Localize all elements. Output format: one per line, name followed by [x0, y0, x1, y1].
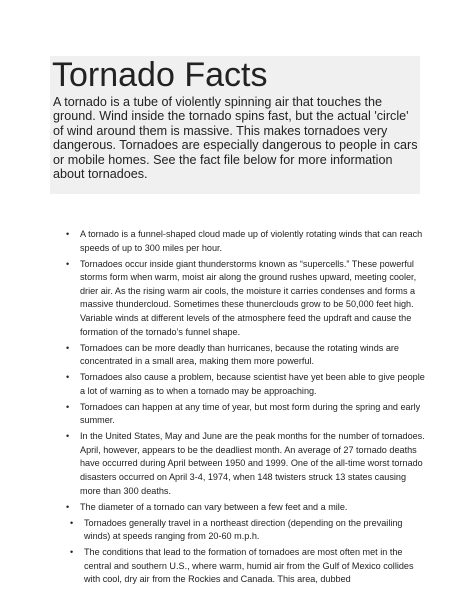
bullet-icon: •: [66, 342, 70, 353]
fact-item: [66, 228, 426, 255]
bullet-icon: •: [66, 372, 70, 383]
intro-paragraph: A tornado is a tube of violently spinning air that touches the ground. Wind inside the tornado spins fast, but the actual 'circle' of wind around them is massive. This makes tornadoes very dangerous. Tornadoes are especially dangerous to people in cars or mobile homes. See the fact file below for more information about tornadoes.: [53, 95, 418, 182]
fact-item: [70, 517, 426, 544]
fact-item: [66, 430, 426, 498]
bullet-icon: •: [70, 517, 74, 528]
bullet-icon: •: [66, 401, 70, 412]
fact-text: The conditions that lead to the formation of tornadoes are most often met in the central and southern U.S., where warm, humid air from the Gulf of Mexico collides with cool, dry air from the Rockies and Canada. This area, dubbed: [84, 547, 414, 585]
fact-list: [66, 228, 426, 589]
page-title: Tornado Facts: [52, 56, 268, 94]
bullet-icon: •: [66, 431, 70, 442]
fact-text: A tornado is a funnel-shaped cloud made up of violently rotating winds that can reach speeds of up to 300 miles per hour.: [80, 229, 423, 253]
fact-item: [70, 546, 426, 587]
fact-text: Tornadoes can happen at any time of year, but most form during the spring and early summer.: [80, 401, 421, 426]
fact-text: Tornadoes also cause a problem, because scientist have yet been able to give people a lot of warning as to when a tornado may be approaching.: [80, 372, 425, 396]
bullet-icon: •: [70, 547, 74, 558]
fact-item: [66, 401, 426, 428]
fact-text: Tornadoes can be more deadly than hurricanes, because the rotating winds are concentrated in a small area, making them more powerful.: [80, 342, 399, 367]
fact-text: The diameter of a tornado can vary between a few feet and a mile.: [80, 501, 348, 512]
fact-item: [66, 342, 426, 369]
fact-item: [66, 501, 426, 515]
fact-text: Tornadoes occur inside giant thunderstorms known as “supercells.” These powerful storms form when warm, moist air along the ground rushes upward, meeting cooler, drier air. As the rising warm air cools, the moisture it carries condenses and forms a massive thundercloud. Sometimes these thunerclouds grow to be 50,000 feet high. Variable winds at different levels of the atmosphere feed the updraft and cause the formation of the tornado’s funnel shape.: [80, 258, 417, 337]
fact-item: [66, 371, 426, 398]
fact-text: Tornadoes generally travel in a northeast direction (depending on the prevailing winds) at speeds ranging from 20-60 m.p.h.: [84, 517, 403, 542]
bullet-icon: •: [66, 258, 70, 269]
fact-item: [66, 258, 426, 340]
bullet-icon: •: [66, 501, 70, 512]
bullet-icon: •: [66, 229, 70, 239]
fact-text: In the United States, May and June are the peak months for the number of tornadoes. April, however, appears to be the deadliest month. An average of 27 tornado deaths have occurred during April between 1950 and 1999. One of the all-time worst tornado disasters occurred on April 3-4, 1974, when 148 twisters struck 13 states causing more than 300 deaths.: [80, 431, 425, 496]
